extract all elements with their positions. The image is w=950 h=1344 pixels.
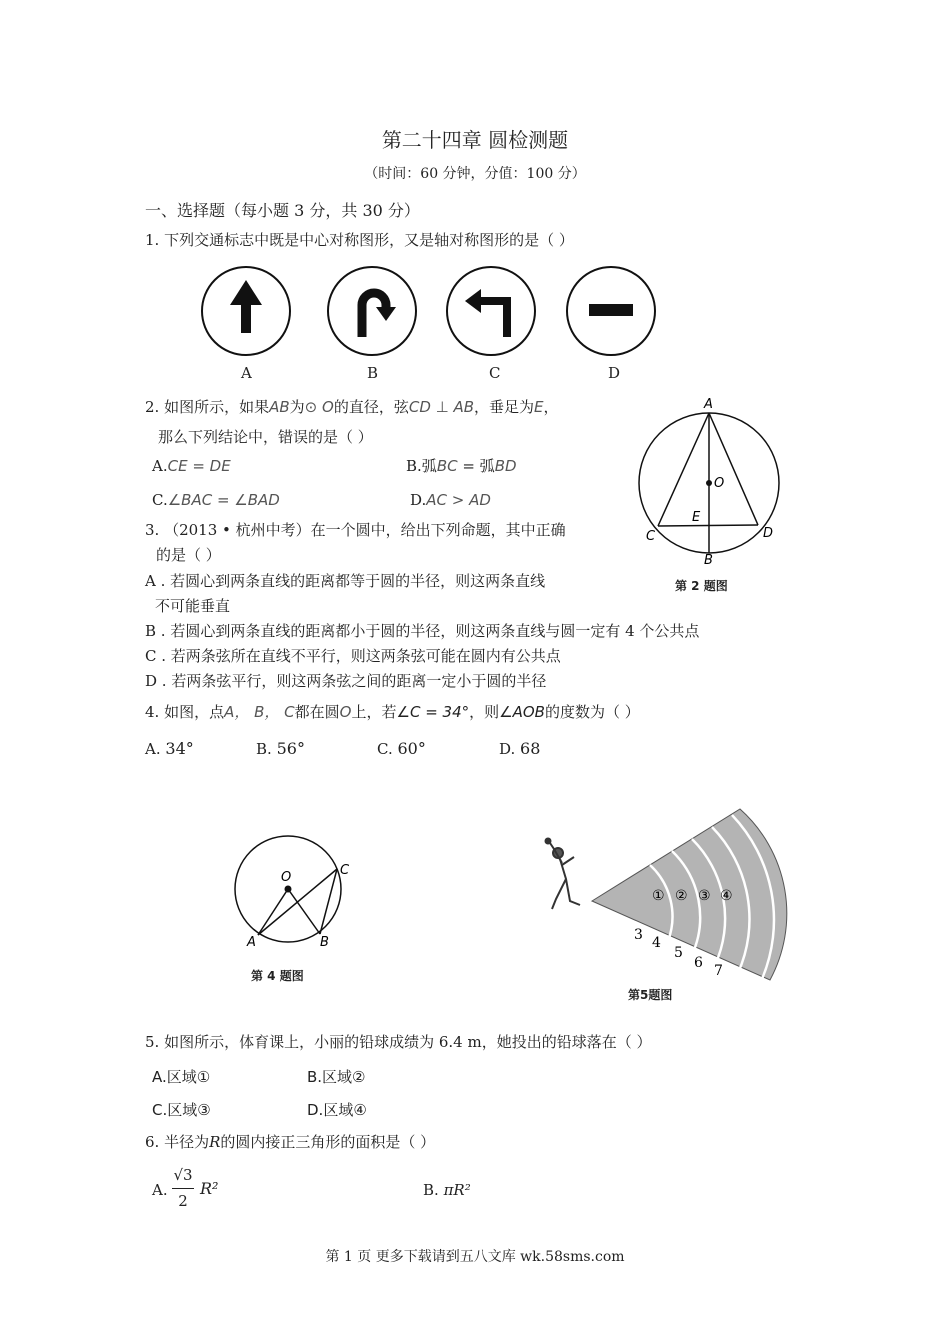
- distance-3: 3: [634, 927, 643, 943]
- sign-d-bar-icon: [565, 265, 657, 357]
- distance-6: 6: [694, 955, 703, 971]
- q3-option-a: A . 若圆心到两条直线的距离都等于圆的半径，则这两条直线: [145, 572, 546, 590]
- athlete-icon: [546, 839, 581, 910]
- q4-point-o: O: [281, 870, 292, 885]
- q4-figure-caption: 第 4 题图: [251, 969, 304, 983]
- q4-option-a: A. 34°: [145, 739, 194, 758]
- q4-point-b: B: [320, 935, 329, 950]
- q2-figure-caption: 第 2 题图: [675, 579, 728, 593]
- q2-point-c: C: [646, 529, 656, 544]
- q5-option-c: C.区域③: [152, 1101, 211, 1119]
- exam-info: （时间：60 分钟，分值：100 分）: [364, 166, 586, 182]
- region-2: ②: [675, 888, 688, 904]
- sign-label-c: C: [489, 364, 501, 382]
- distance-5: 5: [674, 945, 683, 961]
- question-2: 2. 如图所示，如果AB为⊙ O的直径，弦CD ⊥ AB，垂足为E，: [145, 398, 559, 416]
- sign-b-u-turn-icon: [326, 265, 418, 357]
- q2-option-d: D.AC > AD: [410, 491, 491, 509]
- q5-option-a: A.区域①: [152, 1068, 211, 1086]
- q5-figure-caption: 第5题图: [628, 988, 673, 1002]
- sign-c-left-turn-icon: [445, 265, 537, 357]
- question-3-line2: 的是（ ）: [156, 546, 221, 564]
- q4-option-d: D. 68: [499, 739, 541, 758]
- sign-label-b: B: [367, 364, 379, 382]
- q2-circle-figure: [630, 395, 790, 568]
- question-4: 4. 如图，点A， B， C都在圆O上，若∠C = 34°，则∠AOB的度数为（ ）: [145, 703, 640, 721]
- q2-point-b: B: [704, 553, 713, 568]
- question-3: 3. （2013 • 杭州中考）在一个圆中，给出下列命题，其中正确: [145, 521, 566, 539]
- q6-option-a-r2: R²: [200, 1179, 219, 1198]
- sign-a-up-arrow-icon: [200, 265, 292, 357]
- q2-point-o: O: [714, 476, 725, 491]
- q3-option-b: B . 若圆心到两条直线的距离都小于圆的半径，则这两条直线与圆一定有 4 个公共点: [145, 622, 700, 640]
- q4-option-c: C. 60°: [377, 739, 426, 758]
- region-1: ①: [652, 888, 665, 904]
- q6-option-a-numerator: √3: [173, 1166, 193, 1184]
- sign-label-d: D: [608, 364, 621, 382]
- region-3: ③: [698, 888, 711, 904]
- q2-option-a: A.CE = DE: [152, 457, 231, 475]
- sign-label-a: A: [241, 364, 252, 382]
- q3-option-d: D . 若两条弦平行，则这两条弦之间的距离一定小于圆的半径: [145, 672, 547, 690]
- q3-option-a-cont: 不可能垂直: [155, 597, 231, 615]
- q4-option-b: B. 56°: [256, 739, 305, 758]
- q3-option-c: C . 若两条弦所在直线不平行，则这两条弦可能在圆内有公共点: [145, 647, 561, 665]
- q6-option-a-label: A.: [152, 1181, 168, 1199]
- q4-circle-figure: [225, 830, 375, 955]
- distance-4: 4: [652, 935, 661, 951]
- q6-option-a-denominator: 2: [178, 1192, 188, 1210]
- q2-point-e: E: [692, 510, 701, 525]
- q6-option-b: B. πR²: [423, 1181, 471, 1199]
- fraction-bar: [172, 1188, 194, 1189]
- section-heading: 一、选择题（每小题 3 分，共 30 分）: [145, 201, 420, 220]
- question-6: 6. 半径为R的圆内接正三角形的面积是（ ）: [145, 1133, 436, 1151]
- question-1: 1. 下列交通标志中既是中心对称图形，又是轴对称图形的是（ ）: [145, 231, 574, 249]
- q2-point-a: A: [704, 397, 713, 412]
- page-title: 第二十四章 圆检测题: [381, 128, 569, 152]
- q5-option-b: B.区域②: [307, 1068, 366, 1086]
- page-footer: 第 1 页 更多下载请到五八文库 wk.58sms.com: [325, 1249, 625, 1265]
- q5-shotput-figure: [540, 805, 770, 985]
- q2-option-c: C.∠BAC = ∠BAD: [152, 491, 280, 509]
- q5-option-d: D.区域④: [307, 1101, 367, 1119]
- q2-option-b: B.弧BC = 弧BD: [406, 457, 517, 475]
- region-4: ④: [720, 888, 733, 904]
- q4-point-a: A: [247, 935, 256, 950]
- question-2-line2: 那么下列结论中，错误的是（ ）: [158, 428, 373, 446]
- distance-7: 7: [714, 963, 723, 979]
- q4-point-c: C: [340, 863, 350, 878]
- question-5: 5. 如图所示，体育课上，小丽的铅球成绩为 6.4 m，她投出的铅球落在（ ）: [145, 1033, 652, 1051]
- q2-point-d: D: [763, 526, 774, 541]
